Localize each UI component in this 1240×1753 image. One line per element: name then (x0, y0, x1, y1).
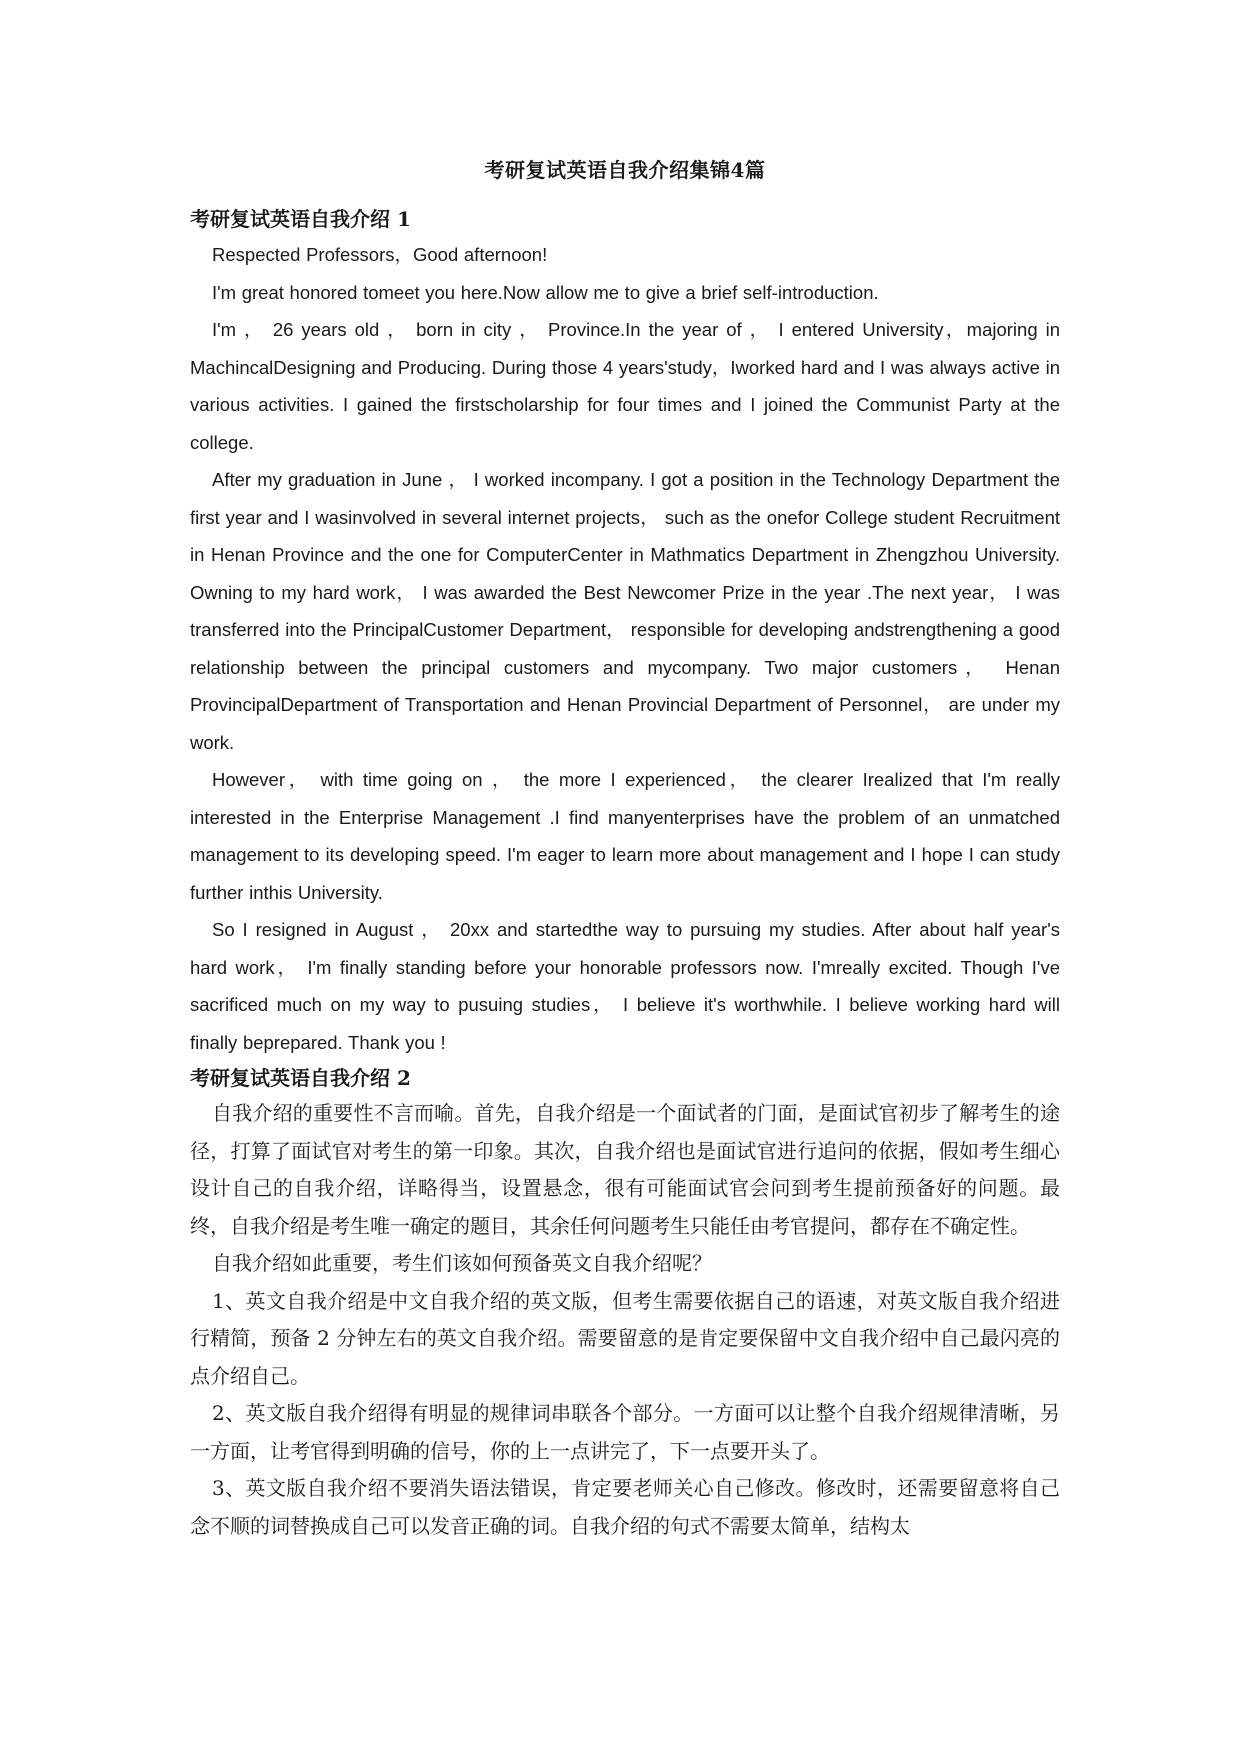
paragraph-tip-2: 2、英文版自我介绍得有明显的规律词串联各个部分。一方面可以让整个自我介绍规律清晰，另一方面，让考官得到明确的信号，你的上一点讲完了，下一点要开头了。 (190, 1401, 1060, 1463)
paragraph-opening: I'm great honored tomeet you here.Now allow me to give a brief self-introduction. (212, 281, 879, 303)
paragraph-motivation: However， with time going on ， the more I experienced， the clearer Irealized that I'm really interested in the Enterprise Management .I find manyenterprises have the problem of an unmatched management to its developing speed. I'm eager to learn more about management and I hope I can study further inthis University. (190, 769, 1060, 903)
paragraph-importance: 自我介绍的重要性不言而喻。首先，自我介绍是一个面试者的门面，是面试官初步了解考生的途径，打算了面试官对考生的第一印象。其次，自我介绍也是面试官进行追问的依据，假如考生细心设计自己的自我介绍，详略得当，设置悬念，很有可能面试官会问到考生提前预备好的问题。最终，自我介绍是考生唯一确定的题目，其余任何问题考生只能任由考官提问，都存在不确定性。 (190, 1101, 1060, 1238)
paragraph-tip-1: 1、英文自我介绍是中文自我介绍的英文版，但考生需要依据自己的语速，对英文版自我介绍进行精简，预备 2 分钟左右的英文自我介绍。需要留意的是肯定要保留中文自我介绍中自己最闪亮的点介绍自己。 (190, 1288, 1060, 1388)
paragraph-greeting: Respected Professors，Good afternoon! (212, 244, 548, 265)
paragraph-tip-3: 3、英文版自我介绍不要消失语法错误，肯定要老师关心自己修改。修改时，还需要留意将自己念不顺的词替换成自己可以发音正确的词。自我介绍的句式不需要太简单，结构太 (190, 1476, 1060, 1538)
paragraph-education: I'm ， 26 years old ， born in city ， Province.In the year of ， I entered University，majoring in MachincalDesigning and Producing. During those 4 years'study，Iworked hard and I was always active in various activities. I gained the firstscholarship for four times and I joined the Communist Party at the college. (190, 319, 1060, 453)
paragraph-work-experience: After my graduation in June ， I worked incompany. I got a position in the Technology Department the first year and I wasinvolved in several internet projects， such as the onefor College student Recruitment in Henan Province and the one for ComputerCenter in Mathmatics Department in Zhengzhou University. Owning to my hard work， I was awarded the Best Newcomer Prize in the year .The next year， I was transferred into the PrincipalCustomer Department， responsible for developing andstrengthening a good relationship between the principal customers and mycompany. Two major customers， Henan ProvincipalDepartment of Transportation and Henan Provincial Department of Personnel， are under my work. (190, 469, 1060, 753)
document-page (190, 150, 1060, 1545)
section-heading-2: 考研复试英语自我介绍 2 (190, 1066, 411, 1090)
section-intro-1 (190, 202, 1060, 1061)
paragraph-closing: So I resigned in August ， 20xx and startedthe way to pursuing my studies. After about half year's hard work， I'm finally standing before your honorable professors now. I'mreally excited. Though I've sacrificed much on my way to pusuing studies， I believe it's worthwhile. I believe working hard will finally beprepared. Thank you ! (190, 919, 1060, 1053)
document-title: 考研复试英语自我介绍集锦4篇 (484, 158, 766, 182)
section-heading-1: 考研复试英语自我介绍 1 (190, 207, 411, 231)
section-intro-2 (190, 1061, 1060, 1545)
paragraph-question: 自我介绍如此重要，考生们该如何预备英文自我介绍呢？ (212, 1251, 712, 1275)
